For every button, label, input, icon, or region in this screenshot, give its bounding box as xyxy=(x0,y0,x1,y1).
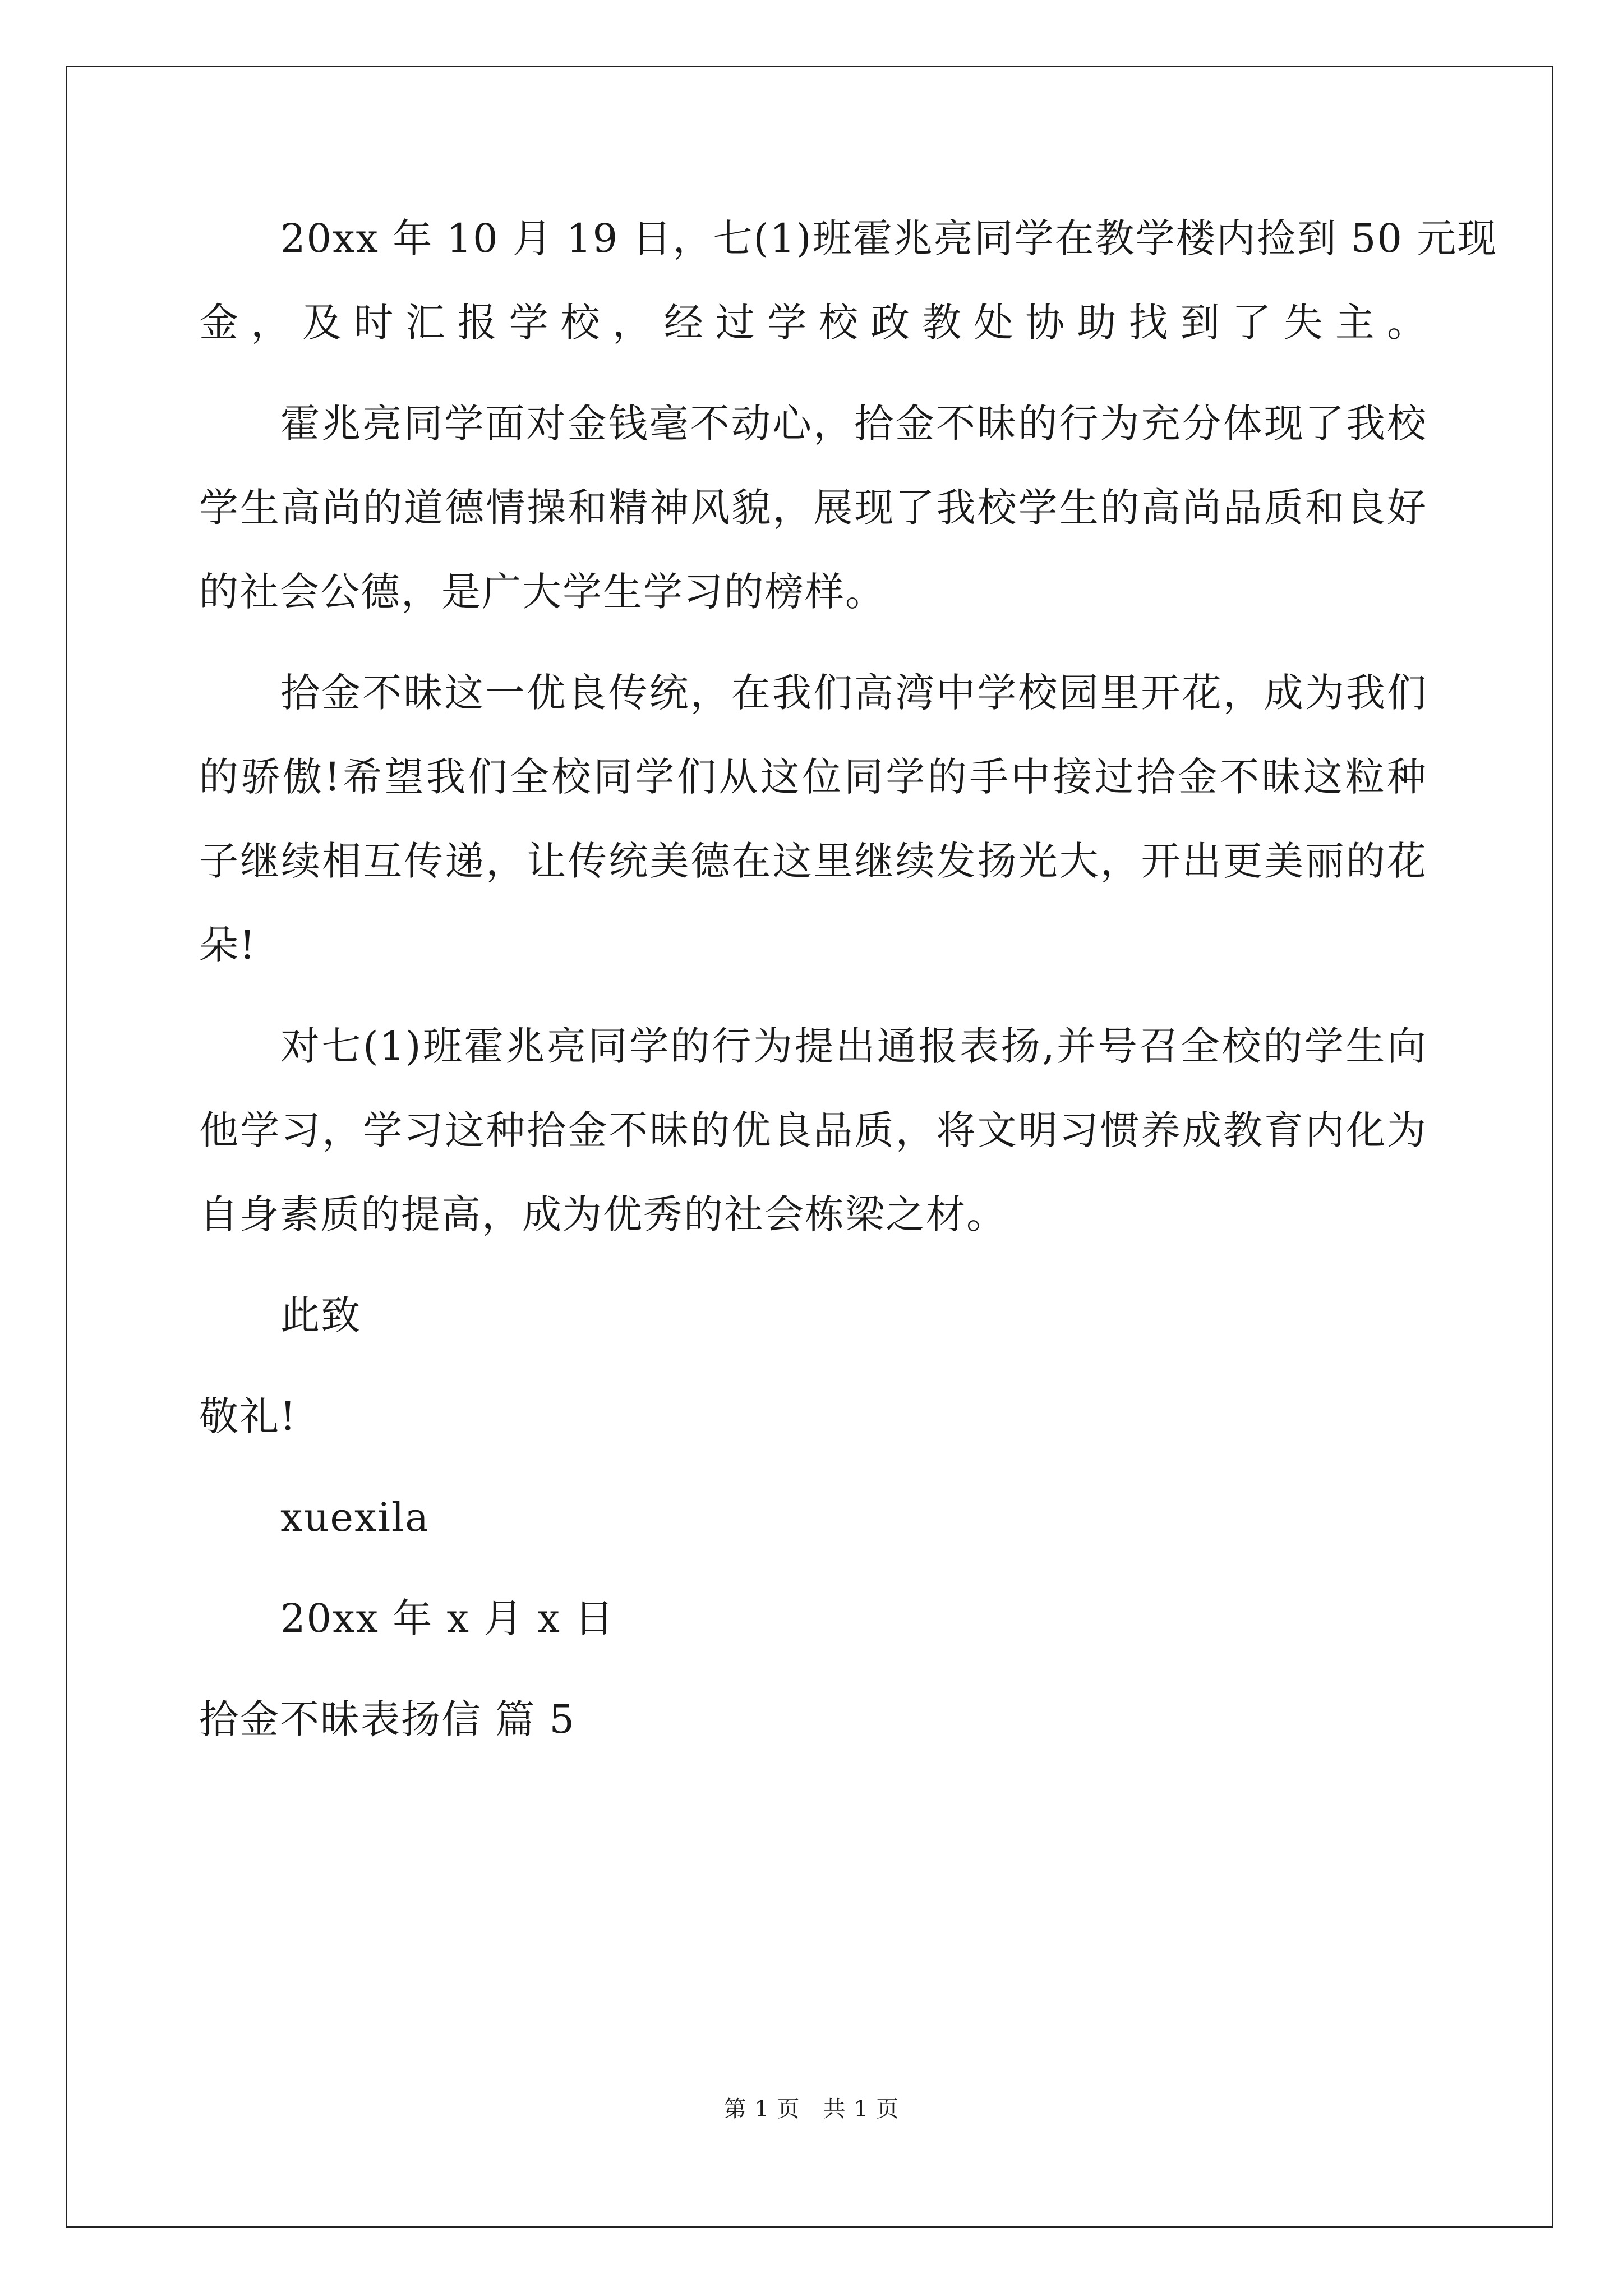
signature-name: xuexila xyxy=(280,1494,430,1540)
paragraph-1-line-1: 20xx 年 10 月 19 日，七(1)班霍兆亮同学在教学楼内捡到 50 元现 xyxy=(280,215,1498,261)
paragraph-3-line-3: 子继续相互传递，让传统美德在这里继续发扬光大，开出更美丽的花 xyxy=(199,838,1427,884)
page-number-footer: 第 1 页 共 1 页 xyxy=(723,2096,900,2122)
paragraph-4-line-3: 自身素质的提高，成为优秀的社会栋梁之材。 xyxy=(199,1191,1007,1237)
closing-salutation: 此致 xyxy=(280,1292,361,1338)
paragraph-3-line-4: 朵! xyxy=(199,922,257,968)
paragraph-3-line-2: 的骄傲!希望我们全校同学们从这位同学的手中接过拾金不昧这粒种 xyxy=(199,754,1427,800)
paragraph-3-line-1: 拾金不昧这一优良传统，在我们高湾中学校园里开花，成为我们 xyxy=(280,670,1427,716)
signature-date: 20xx 年 x 月 x 日 xyxy=(280,1595,615,1641)
paragraph-4-line-1: 对七(1)班霍兆亮同学的行为提出通报表扬,并号召全校的学生向 xyxy=(280,1023,1427,1069)
paragraph-4-line-2: 他学习，学习这种拾金不昧的优良品质，将文明习惯养成教育内化为 xyxy=(199,1107,1427,1153)
paragraph-2-line-1: 霍兆亮同学面对金钱毫不动心，拾金不昧的行为充分体现了我校 xyxy=(280,401,1427,447)
paragraph-2-line-2: 学生高尚的道德情操和精神风貌，展现了我校学生的高尚品质和良好 xyxy=(199,485,1427,531)
paragraph-1-line-2: 金，及时汇报学校，经过学校政教处协助找到了失主。 xyxy=(199,300,1427,346)
next-section-title: 拾金不昧表扬信 篇 5 xyxy=(199,1696,576,1742)
closing-regards: 敬礼! xyxy=(199,1393,297,1439)
paragraph-2-line-3: 的社会公德，是广大学生学习的榜样。 xyxy=(199,569,886,615)
